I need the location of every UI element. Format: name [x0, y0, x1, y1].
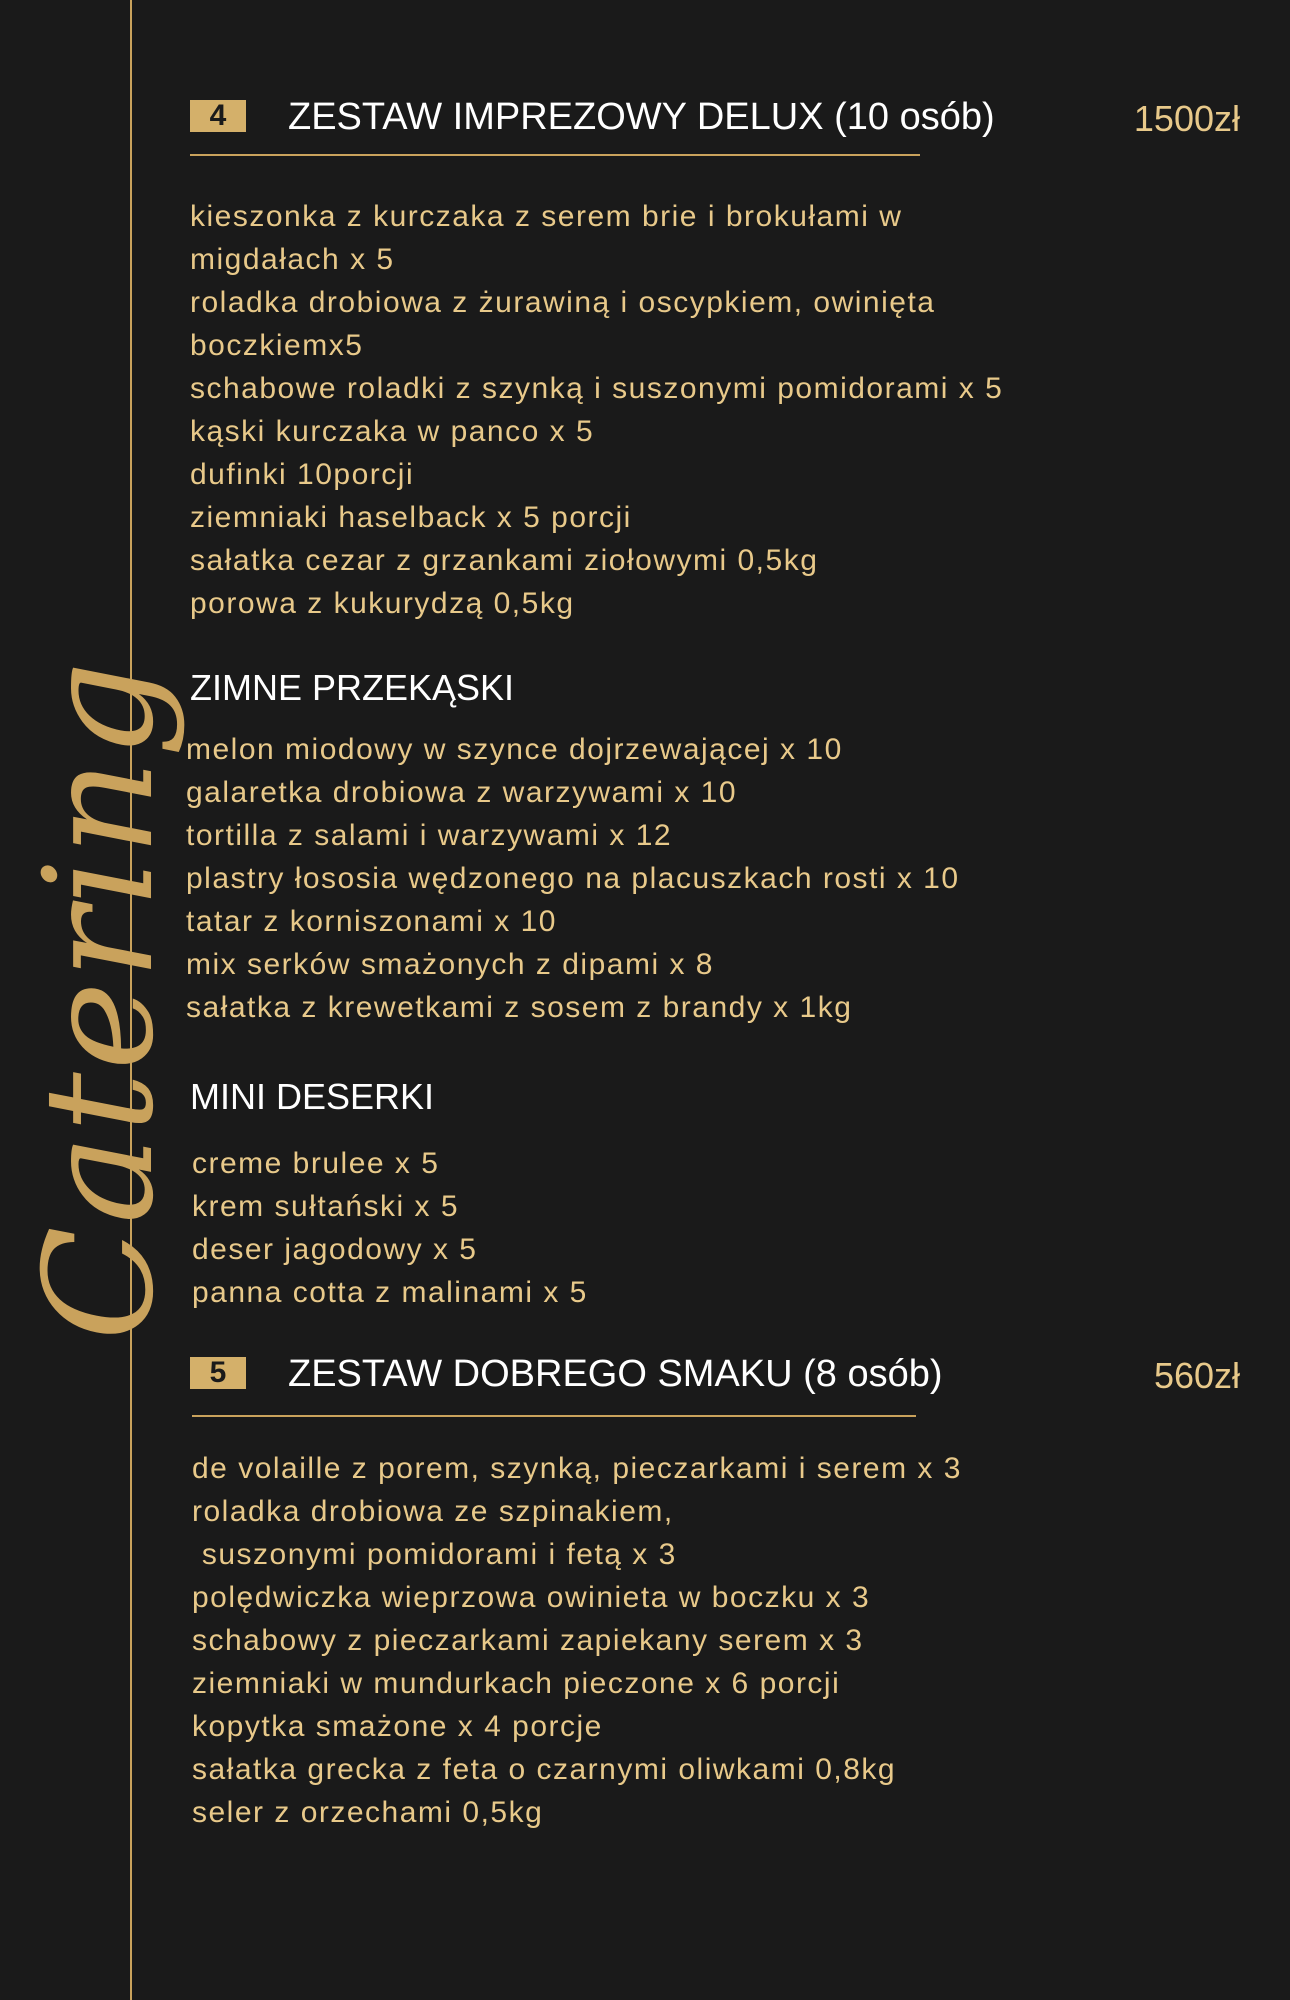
list-item: de volaille z porem, szynką, pieczarkami i serem x 3	[192, 1452, 962, 1485]
list-item: sałatka grecka z feta o czarnymi oliwkami 0,8kg	[192, 1753, 897, 1786]
set-5-header	[190, 1352, 1250, 1402]
list-item: creme brulee x 5	[192, 1147, 440, 1180]
set-number-badge: 5	[190, 1357, 246, 1389]
list-item: kieszonka z kurczaka z serem brie i brokułami w	[190, 200, 903, 233]
set-price: 1500zł	[1133, 98, 1240, 139]
list-item: migdałach x 5	[190, 243, 395, 276]
list-item: kąski kurczaka w panco x 5	[190, 415, 595, 448]
mini-desserts-heading: MINI DESERKI	[190, 1076, 435, 1117]
set-title: ZESTAW IMPREZOWY DELUX (10 osób)	[288, 96, 995, 138]
set-number-badge: 4	[190, 100, 246, 132]
set-4-items	[190, 195, 1003, 625]
set-4-underline	[190, 154, 920, 156]
list-item: suszonymi pomidorami i fetą x 3	[192, 1538, 677, 1571]
catering-script-title: Catering	[13, 659, 187, 1341]
list-item: roladka drobiowa ze szpinakiem,	[192, 1495, 674, 1528]
list-item: ziemniaki haselback x 5 porcji	[190, 501, 632, 534]
set-4-header	[190, 95, 1250, 145]
list-item: dufinki 10porcji	[190, 458, 415, 491]
list-item: sałatka z krewetkami z sosem z brandy x 1kg	[186, 991, 853, 1024]
list-item: schabowy z pieczarkami zapiekany serem x 3	[192, 1624, 864, 1657]
list-item: polędwiczka wieprzowa owinieta w boczku x 3	[192, 1581, 871, 1614]
set-5-underline	[192, 1415, 916, 1417]
list-item: mix serków smażonych z dipami x 8	[186, 948, 714, 981]
mini-desserts-items	[192, 1142, 588, 1314]
list-item: boczkiemx5	[190, 329, 364, 362]
list-item: krem sułtański x 5	[192, 1190, 460, 1223]
list-item: seler z orzechami 0,5kg	[192, 1796, 544, 1829]
list-item: ziemniaki w mundurkach pieczone x 6 porcji	[192, 1667, 841, 1700]
list-item: roladka drobiowa z żurawiną i oscypkiem, owinięta	[190, 286, 936, 319]
cold-snacks-heading: ZIMNE PRZEKĄSKI	[190, 667, 515, 708]
list-item: sałatka cezar z grzankami ziołowymi 0,5kg	[190, 544, 819, 577]
list-item: kopytka smażone x 4 porcje	[192, 1710, 603, 1743]
list-item: tatar z korniszonami x 10	[186, 905, 557, 938]
list-item: panna cotta z malinami x 5	[192, 1276, 588, 1309]
list-item: deser jagodowy x 5	[192, 1233, 478, 1266]
set-5-items	[192, 1447, 962, 1834]
list-item: melon miodowy w szynce dojrzewającej x 10	[186, 733, 843, 766]
list-item: plastry łososia wędzonego na placuszkach rosti x 10	[186, 862, 960, 895]
cold-snacks-items	[186, 728, 960, 1029]
list-item: tortilla z salami i warzywami x 12	[186, 819, 673, 852]
list-item: porowa z kukurydzą 0,5kg	[190, 587, 575, 620]
list-item: schabowe roladki z szynką i suszonymi pomidorami x 5	[190, 372, 1004, 405]
set-price: 560zł	[1153, 1355, 1240, 1396]
set-title: ZESTAW DOBREGO SMAKU (8 osób)	[288, 1353, 943, 1395]
list-item: galaretka drobiowa z warzywami x 10	[186, 776, 738, 809]
